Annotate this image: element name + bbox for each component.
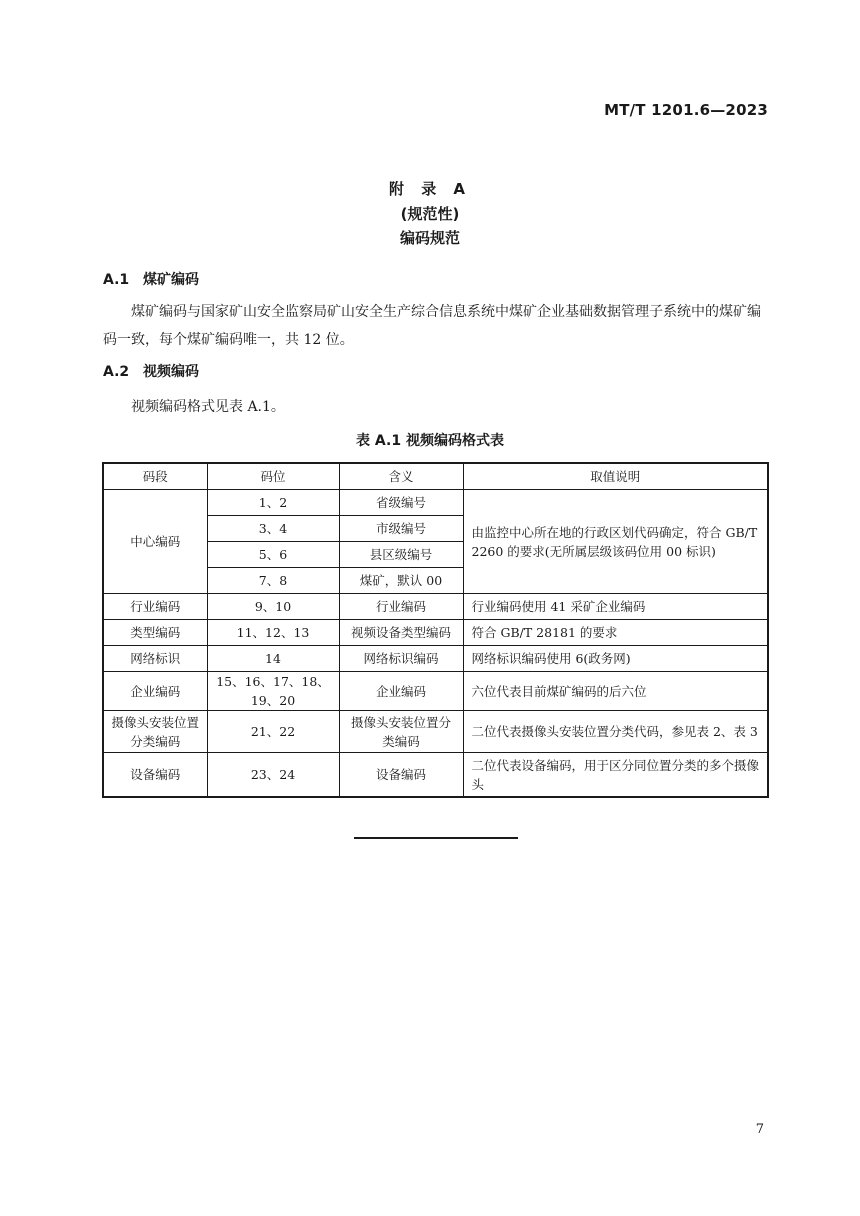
section-title: 煤矿编码 — [143, 272, 199, 288]
position-cell: 1、2 — [207, 490, 339, 516]
meaning-cell: 摄像头安装位置分类编码 — [339, 711, 463, 753]
meaning-cell: 煤矿，默认 00 — [339, 568, 463, 594]
position-cell: 3、4 — [207, 516, 339, 542]
section-heading-a1 — [103, 269, 199, 289]
meaning-cell: 视频设备类型编码 — [339, 620, 463, 646]
segment-cell: 企业编码 — [103, 672, 207, 711]
segment-cell: 类型编码 — [103, 620, 207, 646]
section-paragraph-a1: 煤矿编码与国家矿山安全监察局矿山安全生产综合信息系统中煤矿企业基础数据管理子系统中的煤矿编码一致，每个煤矿编码唯一，共 12 位。 — [103, 304, 761, 348]
desc-cell: 六位代表目前煤矿编码的后六位 — [463, 672, 768, 711]
position-cell: 14 — [207, 646, 339, 672]
segment-cell: 摄像头安装位置分类编码 — [103, 711, 207, 753]
desc-cell: 行业编码使用 41 采矿企业编码 — [463, 594, 768, 620]
desc-cell: 二位代表摄像头安装位置分类代码，参见表 2、表 3 — [463, 711, 768, 753]
meaning-cell: 网络标识编码 — [339, 646, 463, 672]
page-number: 7 — [755, 1122, 764, 1137]
header-cell: 码位 — [207, 463, 339, 490]
position-cell: 23、24 — [207, 753, 339, 798]
header-cell: 含义 — [339, 463, 463, 490]
annex-title: 附 录 A — [388, 180, 472, 198]
position-cell: 9、10 — [207, 594, 339, 620]
table-row — [103, 711, 768, 753]
section-title: 视频编码 — [143, 364, 199, 380]
meaning-cell: 县区级编号 — [339, 542, 463, 568]
position-cell: 15、16、17、18、19、20 — [207, 672, 339, 711]
meaning-cell: 市级编号 — [339, 516, 463, 542]
position-cell: 5、6 — [207, 542, 339, 568]
video-code-format-table — [102, 462, 769, 798]
table-row — [103, 594, 768, 620]
desc-cell: 二位代表设备编码，用于区分同位置分类的多个摄像头 — [463, 753, 768, 798]
table-row — [103, 620, 768, 646]
meaning-cell: 设备编码 — [339, 753, 463, 798]
section-number: A.1 — [103, 272, 130, 288]
section-number: A.2 — [103, 364, 130, 380]
meaning-cell: 企业编码 — [339, 672, 463, 711]
table-row — [103, 753, 768, 798]
position-cell: 11、12、13 — [207, 620, 339, 646]
meaning-cell: 行业编码 — [339, 594, 463, 620]
meaning-cell: 省级编号 — [339, 490, 463, 516]
section-paragraph-a2: 视频编码格式见表 A.1。 — [131, 399, 285, 415]
section-heading-a2 — [103, 361, 199, 381]
segment-cell: 设备编码 — [103, 753, 207, 798]
annex-nature: (规范性) — [400, 205, 460, 223]
end-of-annex-rule — [354, 837, 518, 839]
desc-cell: 符合 GB/T 28181 的要求 — [463, 620, 768, 646]
header-cell: 取值说明 — [463, 463, 768, 490]
standard-code: MT/T 1201.6—2023 — [604, 101, 768, 119]
position-cell: 7、8 — [207, 568, 339, 594]
table-row — [103, 646, 768, 672]
table-row — [103, 672, 768, 711]
segment-cell: 中心编码 — [103, 490, 207, 594]
header-cell: 码段 — [103, 463, 207, 490]
segment-cell: 网络标识 — [103, 646, 207, 672]
table-row — [103, 490, 768, 516]
annex-name: 编码规范 — [399, 229, 460, 247]
position-cell: 21、22 — [207, 711, 339, 753]
table-caption: 表 A.1 视频编码格式表 — [356, 433, 504, 449]
segment-cell: 行业编码 — [103, 594, 207, 620]
desc-cell: 网络标识编码使用 6(政务网) — [463, 646, 768, 672]
desc-cell: 由监控中心所在地的行政区划代码确定，符合 GB/T 2260 的要求(无所属层级该码位用 00 标识) — [463, 490, 768, 594]
table-header-row — [103, 463, 768, 490]
